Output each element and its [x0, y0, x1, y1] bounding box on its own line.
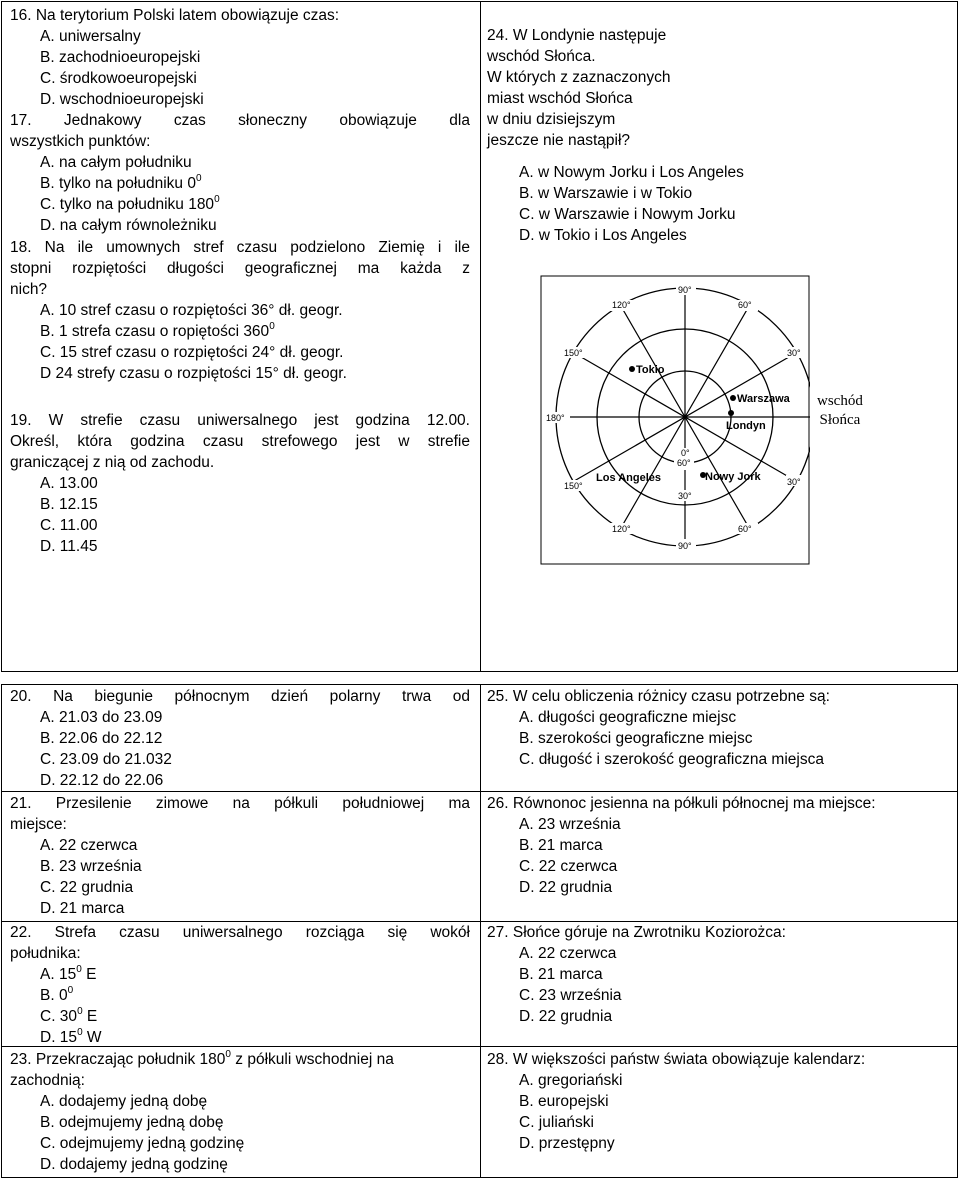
question-16 [10, 5, 339, 110]
option-b: B. szerokości geograficzne miejsc [519, 730, 753, 747]
option-b: B. 21 marca [519, 837, 603, 854]
option-d: D. 21 marca [40, 900, 125, 917]
option-a: A. na całym południku [40, 154, 192, 171]
deg-30-inner: 30° [678, 491, 692, 501]
option-c: C. $30^0$ E [40, 1006, 98, 1025]
city-warszawa: Warszawa [737, 393, 790, 405]
question-22-title: 22. Strefa czasu uniwersalnego rozciąga się wokół [10, 924, 470, 941]
option-d: D. na całym równoleżniku [40, 217, 217, 234]
option-b: B. europejski [519, 1093, 609, 1110]
city-dot-tokio [629, 366, 635, 372]
option-a: A. $15^0$ E [40, 964, 97, 983]
question-25 [487, 686, 830, 770]
question-24-line-2: wschód Słońca. [487, 48, 596, 65]
question-24-line-4: miast wschód Słońca [487, 90, 633, 107]
question-24-line-5: w dniu dzisiejszym [487, 111, 616, 128]
question-23 [10, 1049, 394, 1175]
meridian-lines [556, 288, 810, 546]
question-23-title: 23. Przekraczając południk $180^0$ z półkuli wschodniej na [10, 1049, 394, 1068]
option-c: C. środkowoeuropejski [40, 70, 197, 87]
option-a: A. 21.03 do 23.09 [40, 709, 163, 726]
option-a: A. 22 czerwca [519, 945, 617, 962]
option-a: A. uniwersalny [40, 28, 141, 45]
option-b: B. 12.15 [40, 496, 98, 513]
deg-150-top: 150° [564, 348, 583, 358]
option-d: D. dodajemy jedną godzinę [40, 1156, 228, 1173]
option-a: A. gregoriański [519, 1072, 623, 1089]
option-a: A. długości geograficzne miejsc [519, 709, 737, 726]
question-17-title: 17. Jednakowy czas słoneczny obowiązuje dla [10, 112, 470, 129]
option-a: A. dodajemy jedną dobę [40, 1093, 208, 1110]
question-24-line-3: W których z zaznaczonych [487, 69, 671, 86]
city-tokio: Tokio [636, 364, 665, 376]
city-nowy-jork: Nowy Jork [705, 471, 761, 483]
option-b: B. odejmujemy jedną dobę [40, 1114, 224, 1131]
question-19 [10, 410, 470, 557]
option-b: B. zachodnioeuropejski [40, 49, 201, 66]
question-28 [487, 1049, 865, 1154]
question-24 [487, 25, 744, 246]
option-a: A. 13.00 [40, 475, 98, 492]
option-b: B. 23 września [40, 858, 142, 875]
option-d: D. 22 grudnia [519, 879, 613, 896]
city-dot-warszawa [730, 395, 736, 401]
polar-time-map [540, 275, 810, 565]
option-a: A. 10 stref czasu o rozpiętości 36° dł. geogr. [40, 302, 343, 319]
option-a: A. 23 września [519, 816, 621, 833]
question-24-line-1: 24. W Londynie następuje [487, 27, 667, 44]
option-c: C. juliański [519, 1114, 594, 1131]
question-23-title-cont: zachodnią: [10, 1072, 85, 1089]
question-17-title-cont: wszystkich punktów: [10, 133, 151, 150]
option-d: D. wschodnioeuropejski [40, 91, 204, 108]
option-d: D. w Tokio i Los Angeles [519, 227, 687, 244]
option-b: B. 22.06 do 22.12 [40, 730, 163, 747]
deg-0: 0° [681, 448, 690, 458]
option-b: B. 1 strefa czasu o ropiętości $360^0$ [40, 321, 275, 340]
option-c: C. 15 stref czasu o rozpiętości 24° dł. geogr. [40, 344, 344, 361]
question-27-title: 27. Słońce góruje na Zwrotniku Koziorożca: [487, 924, 786, 941]
deg-90-bottom: 90° [678, 541, 692, 551]
option-c: C. 11.00 [40, 517, 98, 534]
question-20-title: 20. Na biegunie północnym dzień polarny trwa od [10, 688, 470, 705]
option-b: B. w Warszawie i w Tokio [519, 185, 693, 202]
question-22 [10, 922, 470, 1048]
question-26 [487, 793, 876, 898]
deg-180: 180° [546, 413, 565, 423]
deg-30-top: 30° [787, 348, 801, 358]
city-los-angeles: Los Angeles [596, 472, 661, 484]
question-27 [487, 922, 786, 1027]
option-c: C. 22 czerwca [519, 858, 618, 875]
question-25-title: 25. W celu obliczenia różnicy czasu potrzebne są: [487, 688, 830, 705]
deg-30-bottom: 30° [787, 477, 801, 487]
option-a: A. 22 czerwca [40, 837, 138, 854]
question-17 [10, 110, 470, 236]
option-d: D. 22.12 do 22.06 [40, 772, 164, 789]
question-21-title-cont: miejsce: [10, 816, 67, 833]
sunrise-label-line-1: wschód [817, 393, 863, 409]
deg-120-bottom: 120° [612, 524, 631, 534]
question-28-title: 28. W większości państw świata obowiązuje kalendarz: [487, 1051, 866, 1068]
option-c: C. w Warszawie i Nowym Jorku [519, 206, 736, 223]
option-b: B. tylko na południku $0^0$ [40, 173, 202, 192]
option-a: A. w Nowym Jorku i Los Angeles [519, 164, 744, 181]
deg-60-bottom: 60° [738, 524, 752, 534]
city-dot-londyn [728, 410, 734, 416]
question-18 [10, 237, 470, 384]
sunrise-label-line-2: Słońca [819, 412, 861, 428]
deg-120-top: 120° [612, 300, 631, 310]
question-22-title-cont: południka: [10, 945, 81, 962]
question-24-line-6: jeszcze nie nastąpił? [487, 132, 631, 149]
question-21 [10, 793, 470, 919]
option-c: C. odejmujemy jedną godzinę [40, 1135, 245, 1152]
question-20 [10, 686, 470, 791]
question-19-title-cont: Określ, która godzina czasu strefowego jest w strefie [10, 433, 470, 450]
question-18-title-end: nich? [10, 281, 48, 298]
sunrise-label [817, 392, 863, 430]
deg-60-inner: 60° [677, 458, 691, 468]
deg-90-top: 90° [678, 285, 692, 295]
option-c: C. 23.09 do 21.032 [40, 751, 172, 768]
option-c: C. tylko na południku $180^0$ [40, 194, 220, 213]
question-16-title: 16. Na terytorium Polski latem obowiązuje czas: [10, 7, 340, 24]
option-d: D. 22 grudnia [519, 1008, 613, 1025]
deg-150-bottom: 150° [564, 481, 583, 491]
option-b: B. 21 marca [519, 966, 603, 983]
option-c: C. długość i szerokość geograficzna miejsca [519, 751, 824, 768]
option-d: D. przestępny [519, 1135, 615, 1152]
option-c: C. 22 grudnia [40, 879, 134, 896]
question-18-title: 18. Na ile umownych stref czasu podzielono Ziemię i ile [10, 239, 470, 256]
city-londyn: Londyn [726, 420, 766, 432]
option-b: B. $0^0$ [40, 985, 74, 1004]
option-d: D. 11.45 [40, 538, 98, 555]
question-19-title: 19. W strefie czasu uniwersalnego jest godzina 12.00. [10, 412, 470, 429]
option-d: D 24 strefy czasu o rozpiętości 15° dł. geogr. [40, 365, 347, 382]
question-18-title-cont: stopni rozpiętości długości geograficznej ma każda z [10, 260, 470, 277]
option-c: C. 23 września [519, 987, 622, 1004]
question-26-title: 26. Równonoc jesienna na półkuli północnej ma miejsce: [487, 795, 876, 812]
question-19-title-end: graniczącej z nią od zachodu. [10, 454, 215, 471]
option-d: D. $15^0$ W [40, 1027, 102, 1046]
deg-60-top: 60° [738, 300, 752, 310]
question-21-title: 21. Przesilenie zimowe na półkuli południowej ma [10, 795, 470, 812]
